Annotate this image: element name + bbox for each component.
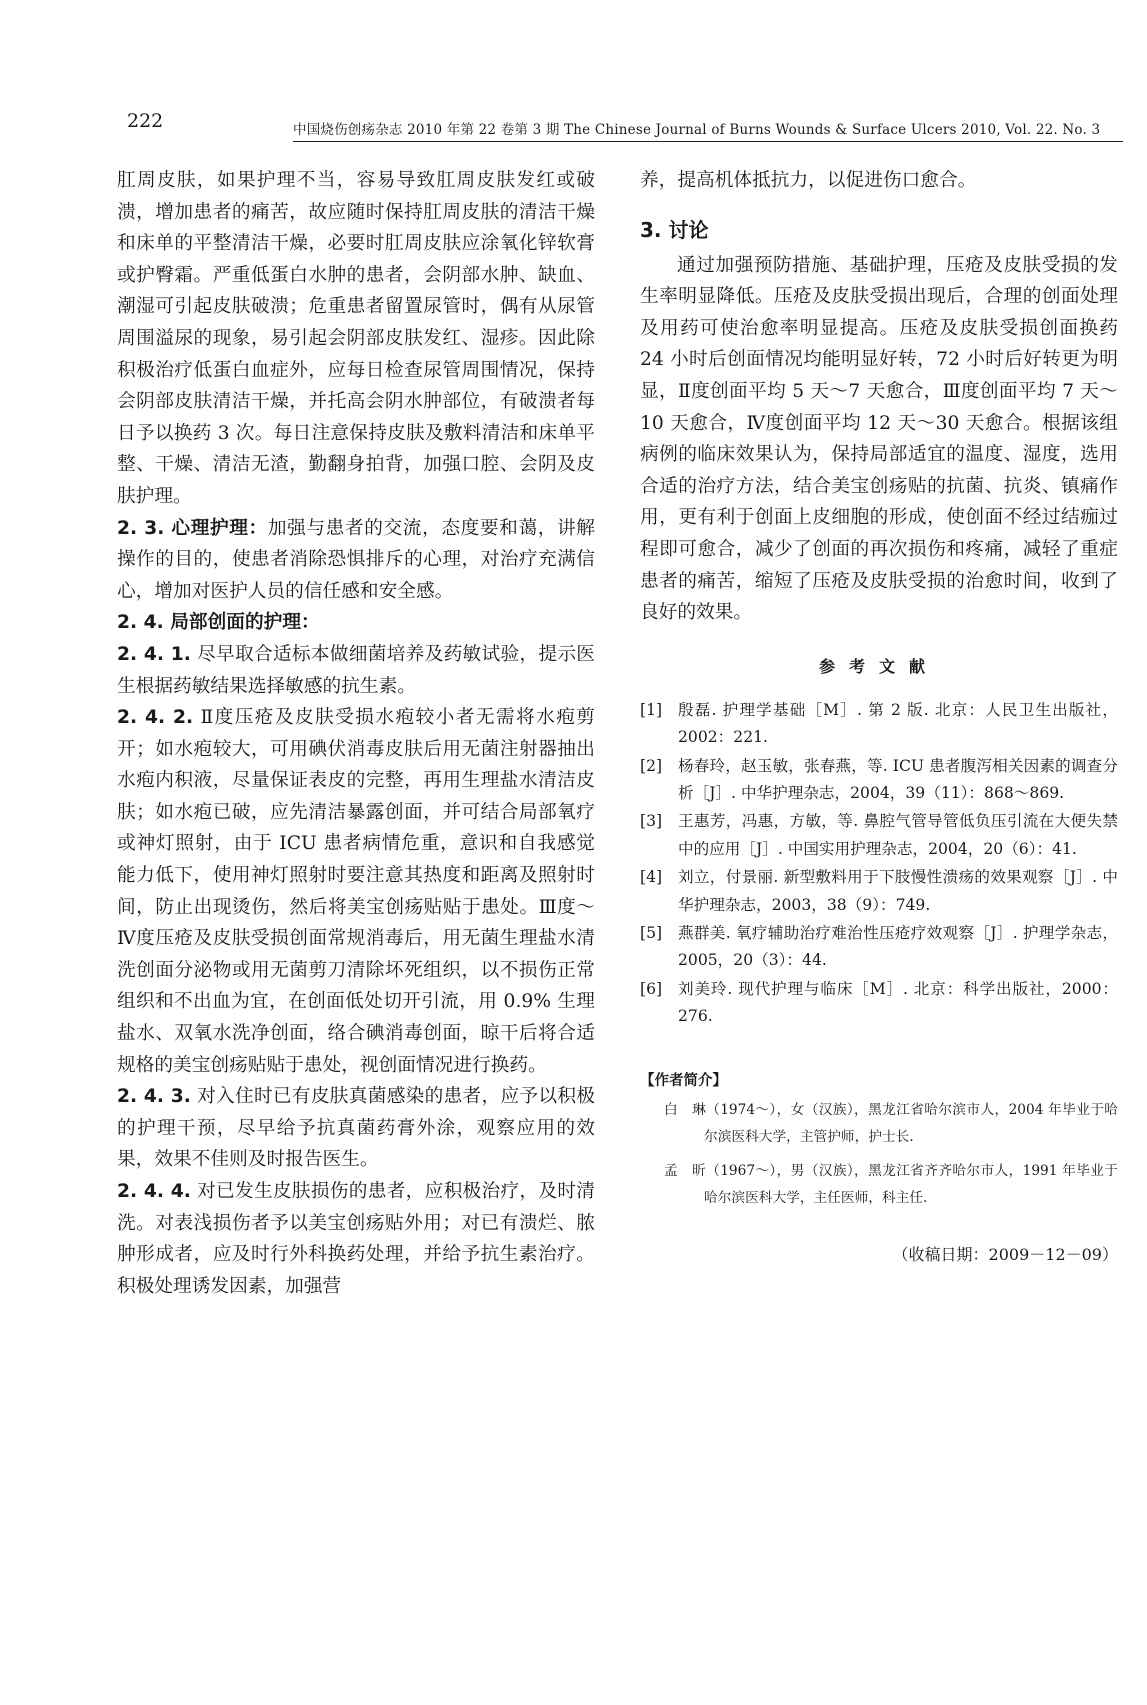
author-info-heading: 【作者简介】 xyxy=(640,1072,727,1089)
reference-text: 殷磊. 护理学基础［M］. 第 2 版. 北京：人民卫生出版社，2002：221. xyxy=(678,700,1118,747)
reference-item xyxy=(640,808,1118,863)
section-2-3 xyxy=(117,513,595,608)
references-list xyxy=(640,697,1118,1031)
page-number: 222 xyxy=(127,110,164,132)
section-2-4-4-label: 2. 4. 4. xyxy=(117,1181,191,1202)
reference-item xyxy=(640,864,1118,919)
reference-text: 刘立，付景丽. 新型敷料用于下肢慢性溃疡的效果观察［J］. 中华护理杂志，2003，38（9）：749. xyxy=(678,868,1118,914)
section-2-4-2-text: Ⅱ度压疮及皮肤受损水疱较小者无需将水疱剪开；如水疱较大，可用碘伏消毒皮肤后用无菌注射器抽出水疱内积液，尽量保证表皮的完整，再用生理盐水清洁皮肤；如水疱已破，应先清洁暴露创面，并可结合局部氧疗或神灯照射，由于 ICU 患者病情危重，意识和自我感觉能力低下，使用神灯照射时要注意其热度和距离及照射时间，防止出现烫伤，然后将美宝创疡贴贴于患处。Ⅲ度～Ⅳ度压疮及皮肤受损创面常规消毒后，用无菌生理盐水清洗创面分泌物或用无菌剪刀清除坏死组织，以不损伤正常组织和不出血为宜，在创面低处切开引流，用 0.9% 生理盐水、双氧水洗净创面，络合碘消毒创面，晾干后将合适规格的美宝创疡贴贴于患处，视创面情况进行换药。 xyxy=(117,707,595,1076)
section-2-3-text: 加强与患者的交流，态度要和蔼，讲解操作的目的，使患者消除恐惧排斥的心理，对治疗充满信心，增加对医护人员的信任感和安全感。 xyxy=(117,517,595,602)
reference-text: 刘美玲. 现代护理与临床［M］. 北京：科学出版社，2000：276. xyxy=(678,979,1118,1026)
running-head: 中国烧伤创疡杂志 2010 年第 22 卷第 3 期 The Chinese Journal of Burns Wounds & Surface Ulcers 2010, Vol. 22. No. 3 xyxy=(293,118,1123,142)
reference-item xyxy=(640,697,1118,752)
discussion-heading: 3. 讨论 xyxy=(640,217,709,242)
received-date: （收稿日期：2009－12－09） xyxy=(892,1244,1118,1264)
paragraph-perianal-care: 肛周皮肤，如果护理不当，容易导致肛周皮肤发红或破溃，增加患者的痛苦，故应随时保持肛周皮肤的清洁干燥和床单的平整清洁干燥，必要时肛周皮肤应涂氧化锌软膏或护臀霜。严重低蛋白水肿的患者，会阴部水肿、缺血、潮湿可引起皮肤破溃；危重患者留置尿管时，偶有从尿管周围溢尿的现象，易引起会阴部皮肤发红、湿疹。因此除积极治疗低蛋白血症外，应每日检查尿管周围情况，保持会阴部皮肤清洁干燥，并托高会阴水肿部位，有破溃者每日予以换药 3 次。每日注意保持皮肤及敷料清洁和床单平整、干燥、清洁无渣，勤翻身拍背，加强口腔、会阴及皮肤护理。 xyxy=(117,170,595,507)
reference-number: [2] xyxy=(640,756,663,775)
reference-text: 杨春玲，赵玉敏，张春燕，等. ICU 患者腹泻相关因素的调查分析［J］. 中华护理杂志，2004，39（11）：868～869. xyxy=(678,756,1118,802)
right-column xyxy=(640,165,1118,1265)
author-bio: 孟 昕（1967～），男（汉族），黑龙江省齐齐哈尔市人，1991 年毕业于哈尔滨医科大学，主任医师，科主任. xyxy=(664,1162,1118,1206)
reference-number: [4] xyxy=(640,868,663,887)
reference-item xyxy=(640,976,1118,1031)
references-title: 参考文献 xyxy=(818,656,939,676)
left-column xyxy=(117,165,595,1302)
section-2-3-label: 2. 3. 心理护理： xyxy=(117,517,268,539)
section-2-4-3-label: 2. 4. 3. xyxy=(117,1086,191,1108)
reference-number: [6] xyxy=(640,979,663,998)
section-2-4-2 xyxy=(117,702,595,1081)
reference-item xyxy=(640,753,1118,808)
section-2-4-3 xyxy=(117,1081,595,1176)
reference-text: 王惠芳，冯惠，方敏，等. 鼻腔气管导管低负压引流在大便失禁中的应用［J］. 中国实用护理杂志，2004，20（6）：41. xyxy=(678,812,1118,858)
section-2-4-1-text: 尽早取合适标本做细菌培养及药敏试验，提示医生根据药敏结果选择敏感的抗生素。 xyxy=(117,643,595,697)
reference-number: [3] xyxy=(640,812,663,831)
section-2-4-1 xyxy=(117,639,595,702)
reference-text: 燕群美. 氧疗辅助治疗难治性压疮疗效观察［J］. 护理学杂志，2005，20（3）：44. xyxy=(678,923,1118,970)
section-2-4-1-label: 2. 4. 1. xyxy=(117,643,191,665)
section-2-4-3-text: 对入住时已有皮肤真菌感染的患者，应予以积极的护理干预，尽早给予抗真菌药膏外涂，观察应用的效果，效果不佳则及时报告医生。 xyxy=(117,1086,595,1171)
reference-item xyxy=(640,920,1118,975)
section-2-4-2-label: 2. 4. 2. xyxy=(117,707,194,729)
discussion-text: 通过加强预防措施、基础护理，压疮及皮肤受损的发生率明显降低。压疮及皮肤受损出现后，合理的创面处理及用药可使治愈率明显提高。压疮及皮肤受损创面换药 24 小时后创面情况均能明显好转，72 小时后好转更为明显，Ⅱ度创面平均 5 天～7 天愈合，Ⅲ度创面平均 7 天～10 天愈合，Ⅳ度创面平均 12 天～30 天愈合。根据该组病例的临床效果认为，保持局部适宜的温度、湿度，选用合适的治疗方法，结合美宝创疡贴的抗菌、抗炎、镇痛作用，更有利于创面上皮细胞的形成，使创面不经过结痂过程即可愈合，减少了创面的再次损伤和疼痛，减轻了重症患者的痛苦，缩短了压疮及皮肤受损的治愈时间，收到了良好的效果。 xyxy=(640,254,1118,624)
section-2-4-heading: 2. 4. 局部创面的护理： xyxy=(117,612,320,634)
reference-number: [5] xyxy=(640,923,663,942)
reference-number: [1] xyxy=(640,700,663,719)
author-bio: 白 琳（1974～），女（汉族），黑龙江省哈尔滨市人，2004 年毕业于哈尔滨医科大学，主管护师，护士长. xyxy=(664,1101,1118,1145)
section-2-4-4 xyxy=(117,1176,595,1302)
paragraph-continued: 养，提高机体抵抗力，以促进伤口愈合。 xyxy=(640,170,977,191)
section-2-4-4-text: 对已发生皮肤损伤的患者，应积极治疗，及时清洗。对表浅损伤者予以美宝创疡贴外用；对已有溃烂、脓肿形成者，应及时行外科换药处理，并给予抗生素治疗。积极处理诱发因素，加强营 xyxy=(117,1181,595,1297)
